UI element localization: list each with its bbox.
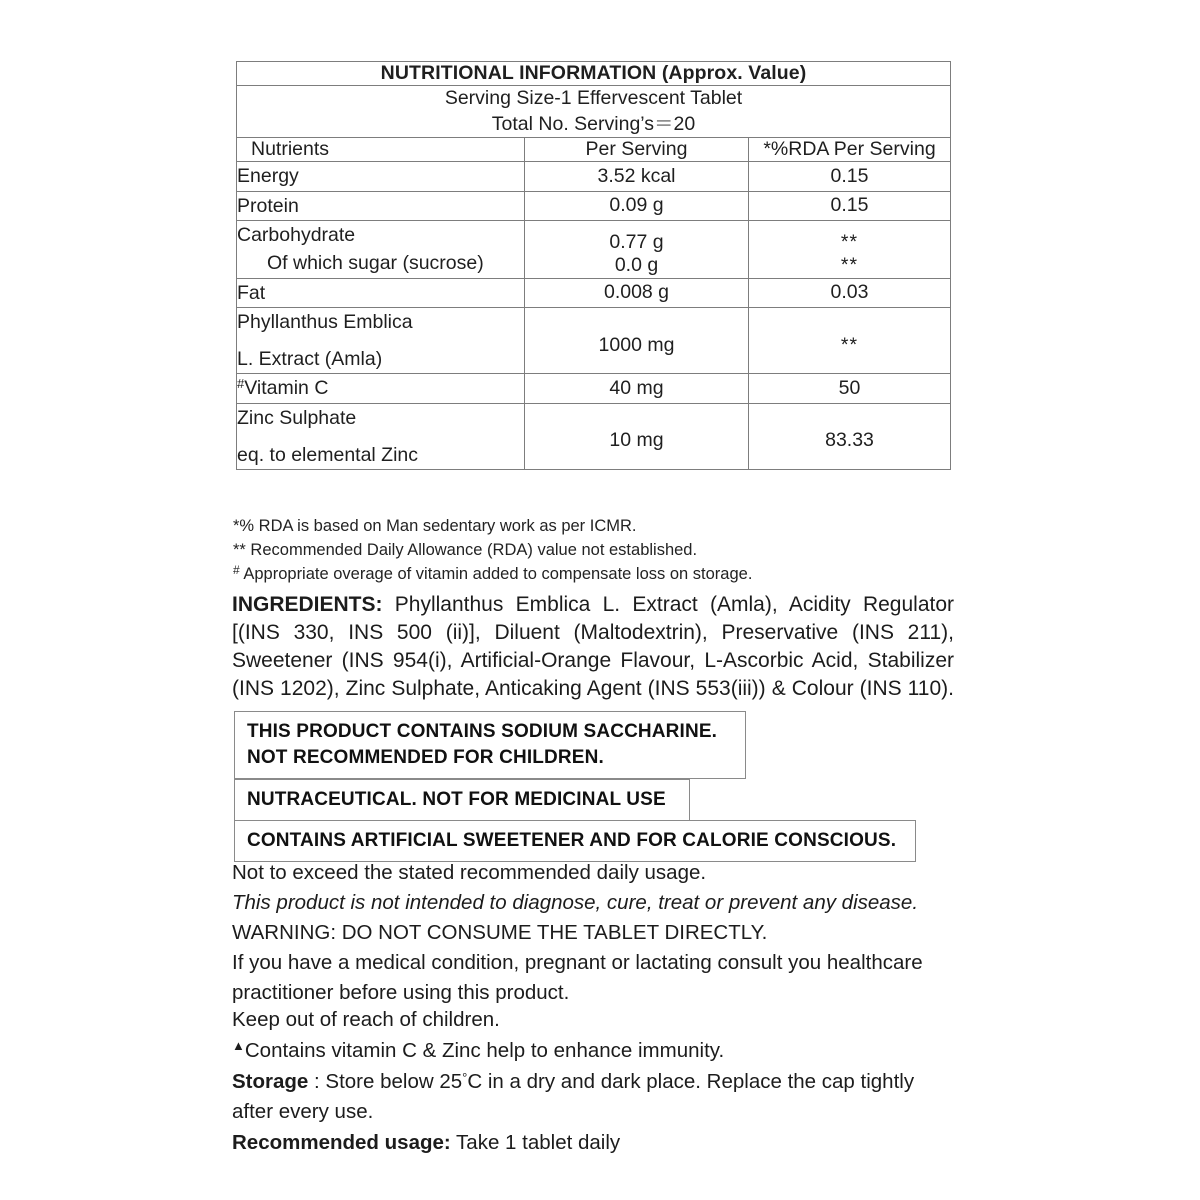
ingredients-label: INGREDIENTS: <box>232 593 383 616</box>
nutrient-name-group <box>237 403 525 470</box>
statement-sweetener: CONTAINS ARTIFICIAL SWEETENER AND FOR CALORIE CONSCIOUS. <box>247 830 897 851</box>
table-row <box>237 403 951 470</box>
serving-info-cell <box>237 86 951 138</box>
nutrient-rda: 83.33 <box>749 403 951 470</box>
table-title-row <box>237 62 951 86</box>
usage-text: Take 1 tablet daily <box>450 1131 621 1154</box>
closing-storage <box>232 1067 958 1129</box>
serving-info-row <box>237 86 951 138</box>
advisory-block <box>232 858 958 1008</box>
nutrient-rda: 0.03 <box>749 278 951 307</box>
nutrient-name-line1: Phyllanthus Emblica <box>237 310 413 333</box>
storage-label: Storage <box>232 1069 309 1093</box>
nutrient-per-serving-group <box>525 221 749 279</box>
nutrient-name: Carbohydrate <box>237 224 356 246</box>
nutrient-name: Protein <box>237 191 525 220</box>
nutrient-name: Vitamin C <box>244 377 329 400</box>
advisory-medical-condition: If you have a medical condition, pregnant or lactating consult you healthcare practitioner before using this product. <box>232 950 923 1004</box>
statement-box-saccharine <box>234 711 746 779</box>
total-servings-text: Total No. Serving’s＝20 <box>491 112 696 135</box>
overage-marker-icon: # <box>237 376 245 392</box>
nutrient-subname <box>237 249 524 277</box>
table-row <box>237 374 951 403</box>
nutrient-name-line2: eq. to elemental Zinc <box>237 443 419 466</box>
nutrient-rda: ** <box>749 307 951 374</box>
advisory-disclaimer: This product is not intended to diagnose, cure, treat or prevent any disease. <box>232 890 919 914</box>
statement-nutraceutical: NUTRACEUTICAL. NOT FOR MEDICINAL USE <box>247 789 666 810</box>
nutrient-per-serving: 0.77 g <box>609 230 664 253</box>
table-header-row <box>237 138 951 162</box>
nutrient-name-group <box>237 374 525 403</box>
storage-text-b: C in a dry and dark place. Replace the cap tightly after every use. <box>232 1069 915 1124</box>
statement-box-sweetener <box>234 820 916 862</box>
nutrient-rda: 50 <box>749 374 951 403</box>
nutrient-per-serving: 3.52 kcal <box>525 162 749 191</box>
header-rda-per-serving: *%RDA Per Serving <box>749 138 951 162</box>
advisory-warning: WARNING: DO NOT CONSUME THE TABLET DIRECTLY. <box>232 920 768 944</box>
nutrient-name: Energy <box>237 162 525 191</box>
nutrient-rda: ** <box>840 230 859 253</box>
overage-marker-icon: # <box>233 563 240 578</box>
nutritional-information-table <box>236 61 951 470</box>
statement-box-nutraceutical <box>234 779 690 821</box>
nutrient-per-serving: 1000 mg <box>525 307 749 374</box>
spacer <box>237 432 524 441</box>
nutrient-subrda: ** <box>840 253 859 276</box>
header-per-serving: Per Serving <box>525 138 749 162</box>
statement-saccharine-line1: THIS PRODUCT CONTAINS SODIUM SACCHARINE. <box>247 721 718 742</box>
nutrient-per-serving: 0.09 g <box>525 191 749 220</box>
spacer <box>237 336 524 345</box>
footnote-overage <box>233 562 973 586</box>
header-nutrients: Nutrients <box>237 138 525 162</box>
footnote-overage-text: Appropriate overage of vitamin added to compensate loss on storage. <box>239 565 753 584</box>
nutrient-rda: 0.15 <box>749 191 951 220</box>
immunity-marker-icon: ▲ <box>232 1037 245 1053</box>
nutrient-name-line1: Zinc Sulphate <box>237 406 357 429</box>
table-row <box>237 307 951 374</box>
nutrient-per-serving: 40 mg <box>525 374 749 403</box>
usage-label: Recommended usage: <box>232 1131 451 1154</box>
table-row <box>237 162 951 191</box>
closing-usage <box>232 1128 958 1159</box>
statement-saccharine-line2: NOT RECOMMENDED FOR CHILDREN. <box>247 747 604 769</box>
closing-block <box>232 1005 958 1159</box>
closing-immunity <box>232 1036 958 1067</box>
nutrient-rda: 0.15 <box>749 162 951 191</box>
nutrient-name-line2: L. Extract (Amla) <box>237 348 383 371</box>
closing-keep-out: Keep out of reach of children. <box>232 1008 500 1031</box>
table-row <box>237 221 951 279</box>
ingredients-text: Phyllanthus Emblica L. Extract (Amla), Acidity Regulator [(INS 330, INS 500 (ii)], Diluent (Maltodextrin), Preservative (INS 211), Sweetener (INS 954(i), Artificial-Orange Flavour, L-Ascorbic Acid, Stabilizer (INS 1202), Zinc Sulphate, Anticaking Agent (INS 553(iii)) & Colour (INS 110). <box>232 593 954 700</box>
closing-immunity-text: Contains vitamin C & Zinc help to enhance immunity. <box>244 1038 725 1062</box>
ingredients-paragraph <box>232 591 954 703</box>
nutrient-name-group <box>237 307 525 374</box>
degree-icon: ° <box>462 1069 468 1085</box>
table-footnotes <box>233 514 973 586</box>
table-row <box>237 191 951 220</box>
nutrient-subvalue: 0.0 g <box>614 253 659 276</box>
footnote-rda-basis: *% RDA is based on Man sedentary work as per ICMR. <box>233 517 637 535</box>
nutrient-name: Fat <box>237 278 525 307</box>
serving-size-text: Serving Size-1 Effervescent Tablet <box>444 87 743 109</box>
footnote-rda-not-established: ** Recommended Daily Allowance (RDA) value not established. <box>233 541 698 560</box>
nutrient-per-serving: 0.008 g <box>525 278 749 307</box>
nutrient-per-serving: 10 mg <box>525 403 749 470</box>
storage-text-a: : Store below 25 <box>308 1069 463 1093</box>
table-row <box>237 278 951 307</box>
table-title: NUTRITIONAL INFORMATION (Approx. Value) <box>237 62 951 86</box>
nutrient-rda-group <box>749 221 951 279</box>
nutrient-name-group <box>237 221 525 279</box>
advisory-not-exceed: Not to exceed the stated recommended daily usage. <box>232 861 707 884</box>
nutrient-subname-text: Of which sugar (sucrose) <box>267 252 484 275</box>
